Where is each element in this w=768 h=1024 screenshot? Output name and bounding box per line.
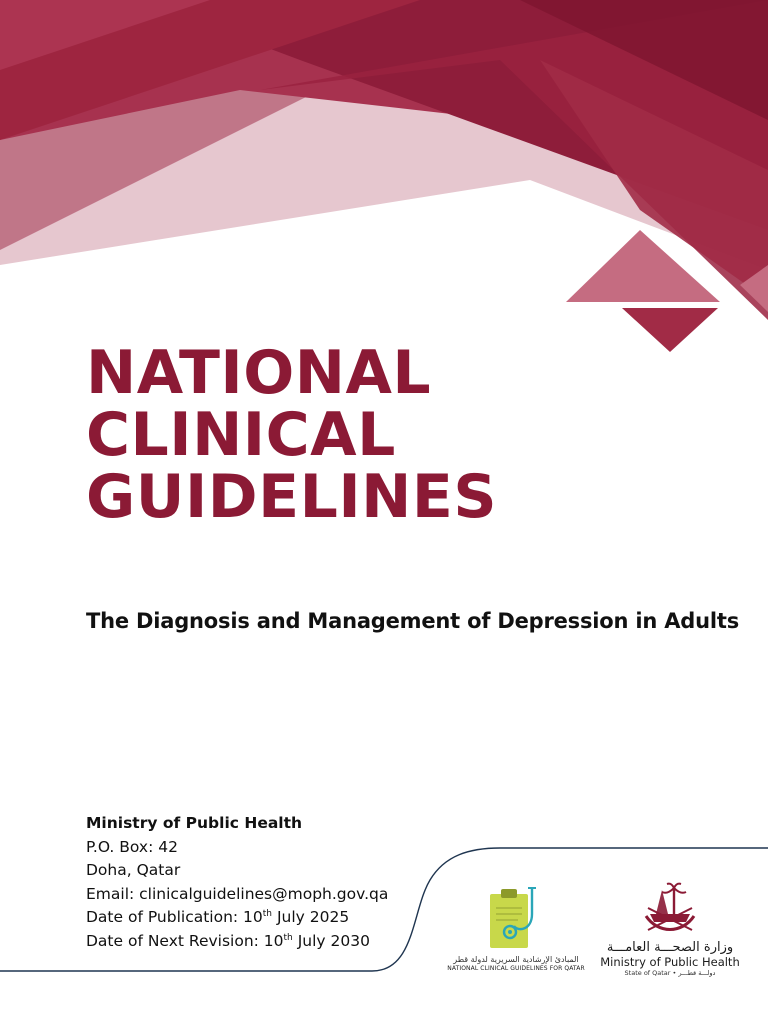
organization-name: Ministry of Public Health [86, 814, 303, 832]
revision-date-suffix: July 2030 [292, 931, 370, 950]
clipboard-stethoscope-icon [488, 884, 544, 950]
document-title [86, 338, 498, 532]
revision-date-ordinal: th [283, 932, 293, 943]
city: Doha, Qatar [86, 861, 181, 879]
qatar-emblem-icon [640, 880, 700, 936]
title-line-3: GUIDELINES [86, 462, 498, 532]
header-banner-graphic [0, 0, 768, 360]
title-line-2: CLINICAL [86, 400, 396, 470]
title-line-1: NATIONAL [86, 338, 432, 408]
publication-date-prefix: Date of Publication: 10 [86, 908, 263, 926]
revision-date-prefix: Date of Next Revision: 10 [86, 931, 284, 950]
email-line[interactable]: Email: clinicalguidelines@moph.gov.qa [86, 884, 389, 903]
moph-logo-english: Ministry of Public Health [600, 955, 740, 969]
moph-logo-arabic: وزارة الصحـــة العامـــة [606, 940, 734, 955]
ncg-logo [446, 884, 586, 973]
po-box: P.O. Box: 42 [86, 837, 178, 856]
document-subtitle: The Diagnosis and Management of Depression in Adults [86, 609, 739, 633]
moph-logo-state: State of Qatar • دولـــة قطـــر [624, 969, 716, 977]
ncg-logo-arabic: المبادئ الإرشادية السريرية لدولة قطر [453, 955, 579, 964]
publication-date-suffix: July 2025 [272, 908, 350, 926]
moph-logo [600, 880, 740, 978]
publication-date-ordinal: th [262, 909, 273, 919]
ncg-logo-english: NATIONAL CLINICAL GUIDELINES FOR QATAR [447, 965, 585, 972]
